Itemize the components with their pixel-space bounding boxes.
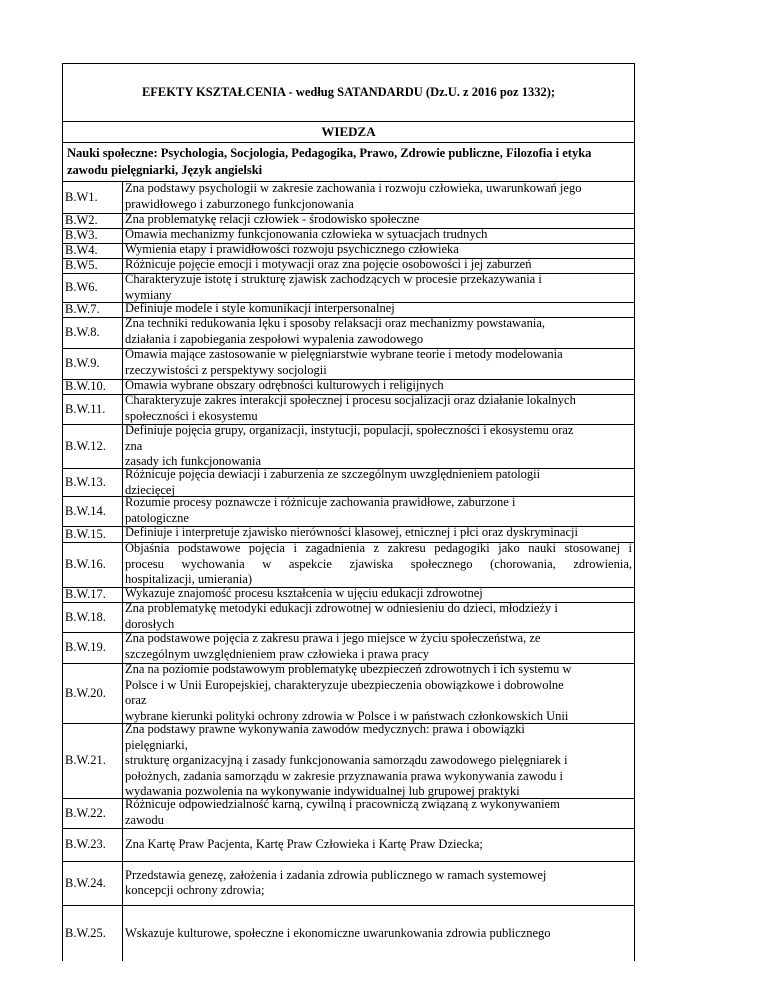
outcome-row — [63, 723, 634, 799]
outcome-code: B.W.13. — [65, 474, 106, 489]
description-line: Różnicuje odpowiedzialność karną, cywilną i pracowniczą związaną z wykonywaniem — [125, 797, 560, 811]
description-line: Wykazuje znajomość procesu kształcenia w ujęciu edukacji zdrowotnej — [125, 586, 483, 600]
outcome-code: B.W.23. — [65, 837, 106, 851]
outcome-description — [125, 905, 632, 962]
section-heading-wiedza: WIEDZA — [63, 121, 634, 143]
outcome-description — [125, 347, 632, 378]
outcome-code: B.W.17. — [65, 587, 106, 601]
description-line: Zna na poziomie podstawowym problematykę ubezpieczeń zdrowotnych i ich systemu w — [125, 662, 572, 676]
description-line: Przedstawia genezę, założenia i zadania zdrowia publicznego w ramach systemowej — [125, 867, 547, 882]
description-line: rzeczywistości z perspektywy socjologii — [125, 362, 327, 377]
outcome-code: B.W.7. — [65, 302, 100, 316]
description-line: strukturę organizacyjną i zasady funkcjonowania samorządu zawodowego pielęgniarek i — [125, 753, 568, 767]
outcome-code: B.W.14. — [65, 503, 106, 518]
outcome-description — [125, 242, 632, 258]
outcome-row — [63, 905, 634, 962]
description-line: dorosłych — [125, 616, 175, 631]
description-line: prawidłowego i zaburzonego funkcjonowania — [125, 196, 354, 211]
outcome-description — [125, 586, 632, 602]
outcome-code: B.W.21. — [65, 753, 106, 767]
description-line: Definiuje modele i style komunikacji interpersonalnej — [125, 301, 395, 315]
outcome-description — [125, 272, 632, 303]
description-line: Definiuje pojęcia grupy, organizacji, instytucji, populacji, społeczności i ekosystemu oraz — [125, 423, 574, 437]
description-line: Objaśnia podstawowe pojęcia i zagadnienia z zakresu pedagogiki jako nauki stosowanej i — [125, 541, 632, 555]
outcome-code: B.W2. — [65, 213, 98, 227]
outcome-code: B.W.8. — [65, 325, 100, 339]
document-table — [62, 63, 635, 961]
description-line: Zna problematykę metodyki edukacji zdrowotnej w odniesieniu do dzieci, młodzieży i — [125, 601, 558, 615]
description-line: zasady ich funkcjonowania — [125, 454, 262, 468]
outcome-description — [125, 662, 632, 724]
outcome-row — [63, 632, 634, 664]
outcome-code: B.W5. — [65, 258, 98, 272]
description-line: patologiczne — [125, 510, 189, 525]
outcome-description — [125, 423, 632, 470]
outcome-description — [125, 541, 632, 588]
outcome-description — [125, 301, 632, 317]
outcome-description — [125, 601, 632, 632]
outcome-code: B.W.10. — [65, 379, 106, 393]
description-line: Omawia wybrane obszary odrębności kulturowych i religijnych — [125, 378, 444, 392]
outcome-description — [125, 525, 632, 541]
description-line: Rozumie procesy poznawcze i różnicuje zachowania prawidłowe, zaburzone i — [125, 495, 516, 509]
description-line: Charakteryzuje zakres interakcji społecznej i procesu socjalizacji oraz działanie lokalnych — [125, 393, 576, 407]
description-line: Zna podstawy prawne wykonywania zawodów medycznych: prawa i obowiązki — [125, 722, 525, 736]
outcome-description — [125, 227, 632, 243]
description-line: Charakteryzuje istotę i strukturę zjawisk zachodzących w procesie przekazywania i — [125, 272, 542, 286]
outcome-description — [125, 393, 632, 424]
description-line: Zna Kartę Praw Pacjenta, Kartę Praw Człowieka i Kartę Praw Dziecka; — [125, 836, 483, 851]
description-line: Zna podstawowe pojęcia z zakresu prawa i jego miejsce w życiu społeczeństwa, ze — [125, 631, 541, 645]
outcome-row — [63, 798, 634, 829]
description-line: koncepcji ochrony zdrowia; — [125, 883, 265, 897]
outcome-row — [63, 273, 634, 303]
description-line: Zna problematykę relacji człowiek - środowisko społeczne — [125, 212, 420, 226]
description-line: Różnicuje pojęcie emocji i motywacji oraz zna pojęcie osobowości i jej zaburzeń — [125, 257, 532, 271]
outcome-row — [63, 828, 634, 862]
outcome-code: B.W.16. — [65, 557, 106, 571]
outcome-row — [63, 394, 634, 425]
outcome-description — [125, 212, 632, 228]
description-line: położnych, zadania samorządu w zakresie przyznawania prawa wykonywania zawodu i — [125, 768, 564, 783]
outcome-code: B.W3. — [65, 228, 98, 242]
description-line: społeczności i ekosystemu — [125, 408, 258, 423]
outcome-code: B.W.22. — [65, 805, 106, 820]
description-line: Wymienia etapy i prawidłowości rozwoju psychicznego człowieka — [125, 242, 459, 256]
description-line: Różnicuje pojęcia dewiacji i zaburzenia ze szczególnym uwzględnieniem patologii — [125, 467, 541, 481]
outcome-code: B.W.19. — [65, 640, 106, 654]
outcome-code: B.W6. — [65, 280, 98, 294]
outcome-row — [63, 182, 634, 214]
outcome-description — [125, 467, 632, 498]
outcome-code: B.W1. — [65, 190, 98, 204]
description-line: hospitalizacji, umierania) — [125, 572, 253, 586]
outcome-code: B.W.9. — [65, 356, 100, 370]
outcome-code: B.W4. — [65, 243, 98, 257]
description-line: działania i zapobiegania zespołowi wypalenia zawodowego — [125, 331, 424, 346]
description-line: szczególnym uwzględnieniem praw człowieka i prawa pracy — [125, 646, 430, 661]
outcome-row — [63, 424, 634, 469]
subject-area-heading: Nauki społeczne: Psychologia, Socjologia, Pedagogika, Prawo, Zdrowie publiczne, Filozofia i etyka zawodu pielęgniarki, Język angielski — [63, 143, 634, 182]
outcome-row — [63, 468, 634, 497]
description-line: procesu wychowania w aspekcie zjawiska społecznego (chorowania, zdrowienia, — [125, 556, 632, 571]
outcome-description — [125, 797, 632, 828]
outcome-row — [63, 602, 634, 633]
description-line: oraz — [125, 693, 147, 707]
description-line: wydawania pozwolenia na wykonywanie indywidualnej lub grupowej praktyki — [125, 784, 520, 798]
outcome-description — [125, 722, 632, 800]
outcome-row — [63, 348, 634, 380]
description-line: dziecięcej — [125, 482, 175, 497]
outcome-row — [63, 663, 634, 724]
outcome-row — [63, 542, 634, 588]
outcome-code: B.W.18. — [65, 609, 106, 624]
outcome-description — [125, 631, 632, 662]
outcome-description — [125, 316, 632, 347]
outcome-code: B.W.12. — [65, 438, 106, 453]
description-line: Zna podstawy psychologii w zakresie zachowania i rozwoju człowieka, uwarunkowań jego — [125, 181, 582, 195]
outcome-code: B.W.24. — [65, 875, 106, 890]
description-line: Omawia mechanizmy funkcjonowania człowieka w sytuacjach trudnych — [125, 227, 488, 241]
description-line: wymiany — [125, 287, 172, 302]
outcome-description — [125, 181, 632, 212]
outcome-description — [125, 828, 632, 861]
outcome-code: B.W.11. — [65, 401, 106, 416]
outcome-row — [63, 496, 634, 527]
document-title: EFEKTY KSZTAŁCENIA - według SATANDARDU (Dz.U. z 2016 poz 1332); — [63, 64, 634, 122]
outcome-description — [125, 861, 632, 905]
description-line: zawodu — [125, 812, 164, 827]
outcome-description — [125, 378, 632, 394]
description-line: Polsce i w Unii Europejskiej, charakteryzuje ubezpieczenia obowiązkowe i dobrowolne — [125, 677, 564, 692]
outcome-code: B.W.15. — [65, 526, 106, 541]
outcome-row — [63, 317, 634, 349]
description-line: wybrane kierunki polityki ochrony zdrowia w Polsce i w państwach członkowskich Unii — [125, 708, 569, 723]
description-line: Zna techniki redukowania lęku i sposoby relaksacji oraz mechanizmy powstawania, — [125, 316, 545, 330]
description-line: Wskazuje kulturowe, społeczne i ekonomiczne uwarunkowania zdrowia publicznego — [125, 925, 551, 940]
outcome-row — [63, 861, 634, 906]
outcome-description — [125, 495, 632, 526]
outcome-code: B.W.25. — [65, 926, 106, 940]
description-line: pielęgniarki, — [125, 737, 188, 752]
outcome-description — [125, 257, 632, 273]
outcome-code: B.W.20. — [65, 685, 106, 700]
description-line: Omawia mające zastosowanie w pielęgniarstwie wybrane teorie i metody modelowania — [125, 347, 563, 361]
description-line: Definiuje i interpretuje zjawisko nierówności klasowej, etnicznej i płci oraz dyskryminacji — [125, 525, 578, 539]
description-line: zna — [125, 438, 143, 453]
